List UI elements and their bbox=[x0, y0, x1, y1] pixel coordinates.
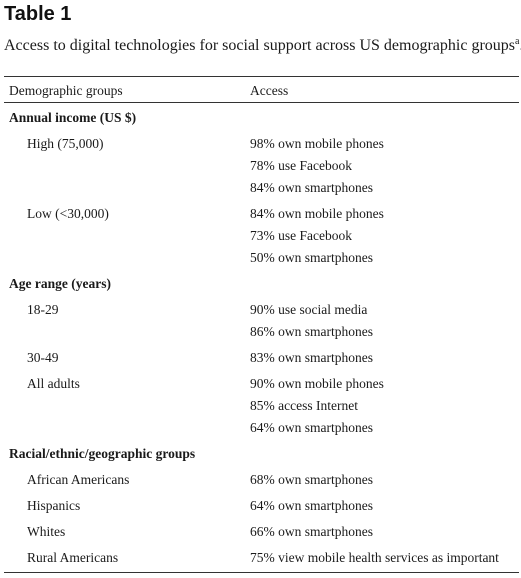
access-value: 84% own smartphones bbox=[250, 180, 373, 195]
access-value: 68% own smartphones bbox=[250, 472, 373, 487]
row-label: Whites bbox=[27, 524, 66, 539]
access-value: 50% own smartphones bbox=[250, 250, 373, 265]
access-value: 64% own smartphones bbox=[250, 420, 373, 435]
row-label: High (75,000) bbox=[27, 136, 104, 151]
access-value: 83% own smartphones bbox=[250, 350, 373, 365]
access-value: 78% use Facebook bbox=[250, 158, 352, 173]
access-value: 73% use Facebook bbox=[250, 228, 352, 243]
row-label: All adults bbox=[27, 376, 80, 391]
caption-footnote-marker[interactable]: a bbox=[515, 36, 520, 47]
caption-text: Access to digital technologies for social support across US demographic groups bbox=[4, 37, 515, 54]
row-label: African Americans bbox=[27, 472, 130, 487]
access-value: 85% access Internet bbox=[250, 398, 358, 413]
section-heading: Annual income (US $) bbox=[9, 110, 137, 125]
access-value: 66% own smartphones bbox=[250, 524, 373, 539]
row-label: 18-29 bbox=[27, 302, 59, 317]
column-header-demographic-groups: Demographic groups bbox=[9, 83, 123, 98]
access-value: 90% use social media bbox=[250, 302, 368, 317]
access-value: 90% own mobile phones bbox=[250, 376, 384, 391]
access-value: 98% own mobile phones bbox=[250, 136, 384, 151]
row-label: 30-49 bbox=[27, 350, 59, 365]
table-title: Table 1 bbox=[4, 3, 72, 25]
access-value: 64% own smartphones bbox=[250, 498, 373, 513]
row-label: Hispanics bbox=[27, 498, 81, 513]
access-value: 75% view mobile health services as important bbox=[250, 550, 499, 565]
column-header-access: Access bbox=[250, 83, 289, 98]
row-label: Rural Americans bbox=[27, 550, 119, 565]
section-heading: Age range (years) bbox=[9, 276, 111, 291]
access-value: 86% own smartphones bbox=[250, 324, 373, 339]
row-label: Low (<30,000) bbox=[27, 206, 109, 221]
section-heading: Racial/ethnic/geographic groups bbox=[9, 446, 196, 461]
access-value: 84% own mobile phones bbox=[250, 206, 384, 221]
